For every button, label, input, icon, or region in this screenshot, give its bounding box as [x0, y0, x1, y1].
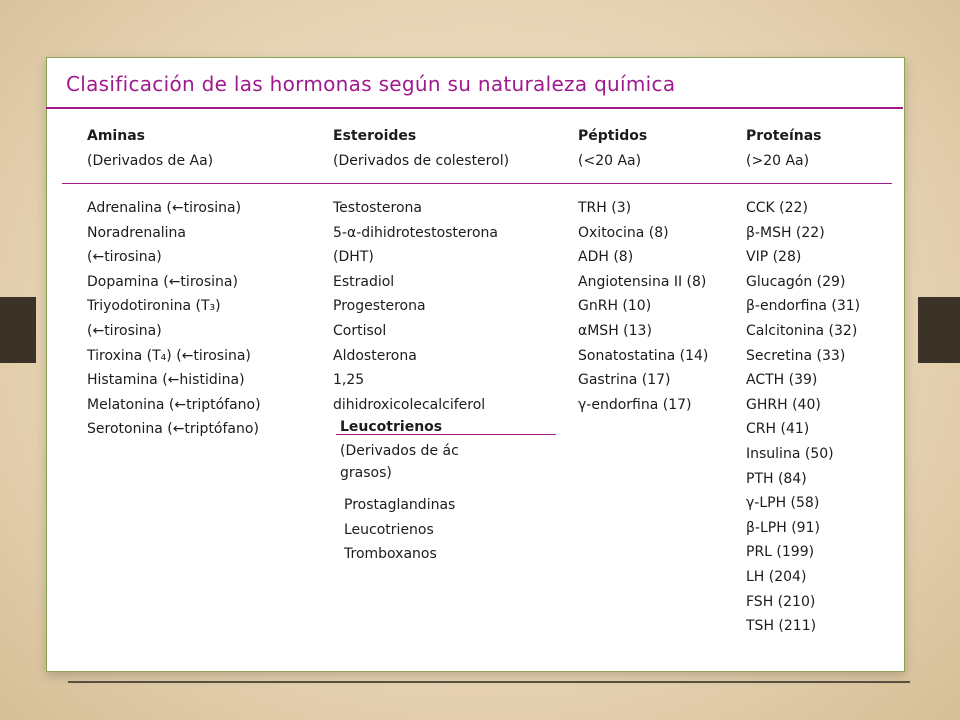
column-description: (<20 Aa) — [578, 153, 642, 169]
column-description: (>20 Aa) — [746, 153, 810, 169]
column-heading: Proteínas — [746, 128, 822, 144]
subgroup-description-line2: grasos) — [340, 465, 392, 481]
column-heading: Péptidos — [578, 128, 648, 144]
list-item: γ-endorfina (17) — [578, 396, 692, 413]
list-item: Leucotrienos — [344, 521, 434, 538]
list-item: Prostaglandinas — [344, 497, 456, 513]
list-item: Adrenalina (←tirosina) — [87, 200, 242, 216]
hormone-list — [333, 196, 498, 417]
column-proteinas — [746, 124, 861, 635]
list-item: (DHT) — [333, 249, 374, 266]
list-item: Dopamina (←tirosina) — [87, 273, 238, 290]
list-item: Tiroxina (T₄) (←tirosina) — [87, 347, 251, 364]
hormone-list — [578, 196, 708, 417]
list-item: CCK (22) — [746, 200, 808, 216]
list-item: β-MSH (22) — [746, 224, 825, 241]
list-item: β-LPH (91) — [746, 519, 820, 536]
list-item: VIP (28) — [746, 249, 802, 266]
list-item: Estradiol — [333, 273, 395, 290]
list-item: β-endorfina (31) — [746, 298, 861, 315]
list-item: Secretina (33) — [746, 347, 846, 364]
list-item: Sonatostatina (14) — [578, 347, 709, 364]
slide-title: Clasificación de las hormonas según su naturaleza química — [66, 72, 676, 96]
list-item: Angiotensina II (8) — [578, 273, 707, 290]
list-item: Oxitocina (8) — [578, 224, 669, 241]
subgroup-heading: Leucotrienos — [340, 419, 443, 435]
right-decorative-bar — [918, 297, 960, 363]
list-item: Calcitonina (32) — [746, 322, 858, 339]
left-decorative-bar — [0, 297, 36, 363]
subgroup-description-line1: (Derivados de ác — [340, 443, 459, 459]
list-item: GHRH (40) — [746, 396, 821, 413]
list-item: Tromboxanos — [344, 546, 437, 563]
list-item: Testosterona — [333, 200, 422, 216]
list-item: CRH (41) — [746, 421, 810, 438]
list-item: αMSH (13) — [578, 322, 652, 339]
list-item: dihidroxicolecalciferol — [333, 396, 486, 413]
list-item: Insulina (50) — [746, 445, 834, 462]
column-aminas — [87, 124, 261, 438]
list-item: TRH (3) — [578, 200, 632, 216]
list-item: LH (204) — [746, 568, 807, 585]
list-item: ADH (8) — [578, 249, 634, 266]
list-item: (←tirosina) — [87, 322, 162, 339]
bottom-divider — [68, 681, 910, 683]
list-item: γ-LPH (58) — [746, 495, 820, 512]
column-description: (Derivados de Aa) — [87, 153, 214, 169]
list-item: Noradrenalina — [87, 224, 187, 241]
list-item: ACTH (39) — [746, 372, 818, 389]
list-item: Melatonina (←triptófano) — [87, 396, 261, 413]
list-item: FSH (210) — [746, 593, 816, 610]
subgroup-leucotrienos — [340, 415, 459, 563]
column-description: (Derivados de colesterol) — [333, 153, 510, 169]
list-item: TSH (211) — [746, 618, 817, 635]
list-item: GnRH (10) — [578, 298, 652, 315]
column-esteroides — [333, 124, 510, 413]
list-item: 5-α-dihidrotestosterona — [333, 224, 498, 241]
list-item: Cortisol — [333, 322, 387, 339]
list-item: Histamina (←histidina) — [87, 372, 245, 389]
list-item: Progesterona — [333, 298, 426, 315]
list-item: Glucagón (29) — [746, 273, 846, 290]
list-item: PRL (199) — [746, 544, 815, 561]
title-underline — [46, 107, 903, 109]
header-divider — [62, 183, 892, 184]
hormone-list — [746, 196, 860, 639]
list-item: Gastrina (17) — [578, 372, 671, 389]
subgroup-list — [344, 493, 455, 567]
column-peptidos — [578, 124, 709, 413]
list-item: Serotonina (←triptófano) — [87, 421, 259, 438]
list-item: PTH (84) — [746, 470, 807, 487]
list-item: (←tirosina) — [87, 249, 162, 266]
list-item: Aldosterona — [333, 347, 417, 364]
hormone-list — [87, 196, 261, 442]
list-item: 1,25 — [333, 372, 365, 389]
column-heading: Esteroides — [333, 128, 417, 144]
column-heading: Aminas — [87, 128, 145, 144]
list-item: Triyodotironina (T₃) — [87, 298, 221, 315]
